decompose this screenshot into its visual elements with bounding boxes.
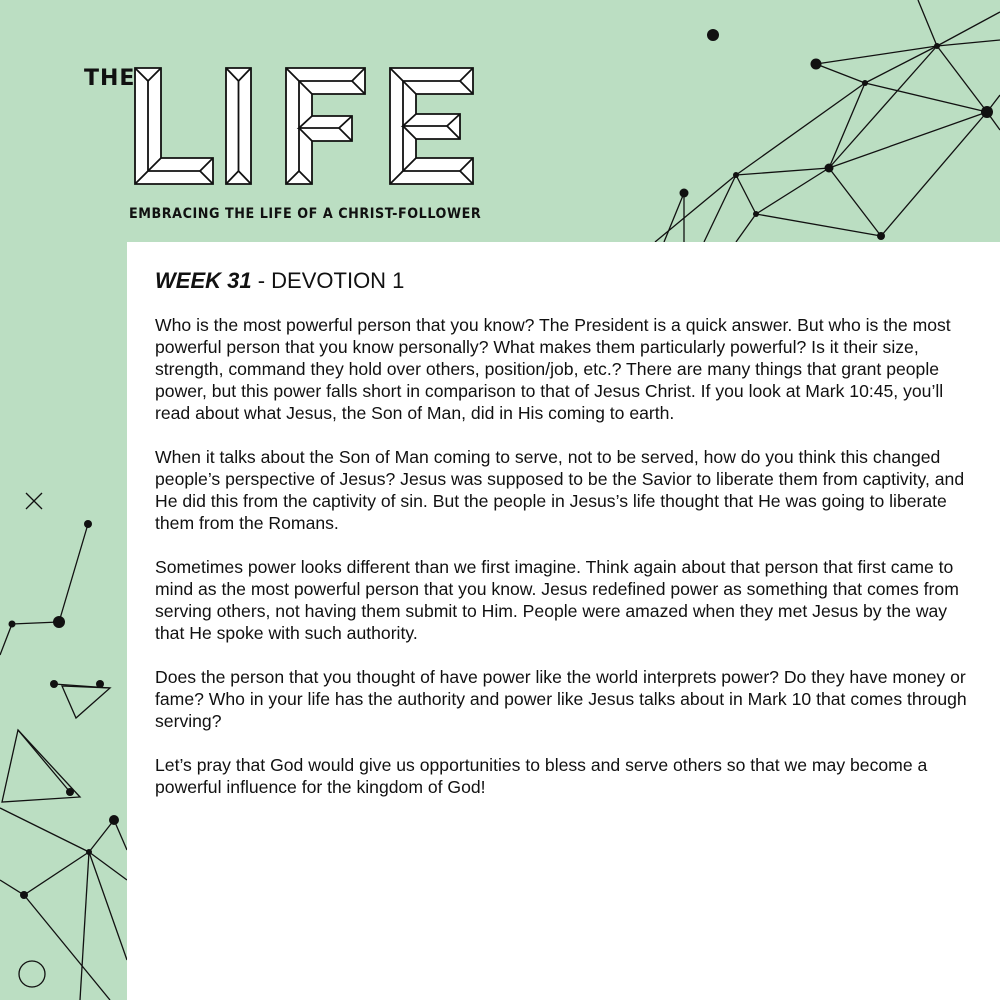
brand-the: THE	[84, 66, 136, 91]
paragraph-2: When it talks about the Son of Man coming to serve, not to be served, how do you think this changed people’s perspective of Jesus? Jesus was supposed to be the Savior to liberate them from captivity, and He did this from the captivity of sin. But the people in Jesus’s life thought that He was going to liberate them from the Romans.	[155, 447, 965, 533]
devotion-panel	[127, 242, 1000, 1000]
paragraph-4: Does the person that you thought of have power like the world interprets power? Do they have money or fame? Who in your life has the authority and power like Jesus talks about in Mark 10 that comes through serving?	[155, 667, 967, 731]
paragraph-3: Sometimes power looks different than we first imagine. Think again about that person that first came to mind as the most powerful person that you know. Jesus redefined power as something that comes from serving others, not having them submit to Him. People were amazed when they met Jesus by the way that He spoke with such authority.	[155, 557, 959, 643]
life-logo	[130, 64, 480, 189]
paragraph-5: Let’s pray that God would give us opportunities to bless and serve others so that we may become a powerful influence for the kingdom of God!	[155, 755, 928, 797]
devotion-heading	[155, 268, 404, 294]
devotion-body	[155, 314, 975, 820]
paragraph-1: Who is the most powerful person that you know? The President is a quick answer. But who is the most powerful person that you know personally? What makes them particularly powerful? Is it their size, strength, command they hold over others, position/job, etc.? There are many things that grant people power, but this power falls short in comparison to that of Jesus Christ. If you look at Mark 10:45, you’ll read about what Jesus, the Son of Man, did in His coming to earth.	[155, 315, 951, 423]
week-label: WEEK 31	[155, 268, 252, 293]
devotion-label: DEVOTION 1	[271, 268, 405, 293]
brand-tagline: EMBRACING THE LIFE OF A CHRIST-FOLLOWER	[129, 206, 482, 222]
heading-separator: -	[257, 268, 266, 293]
